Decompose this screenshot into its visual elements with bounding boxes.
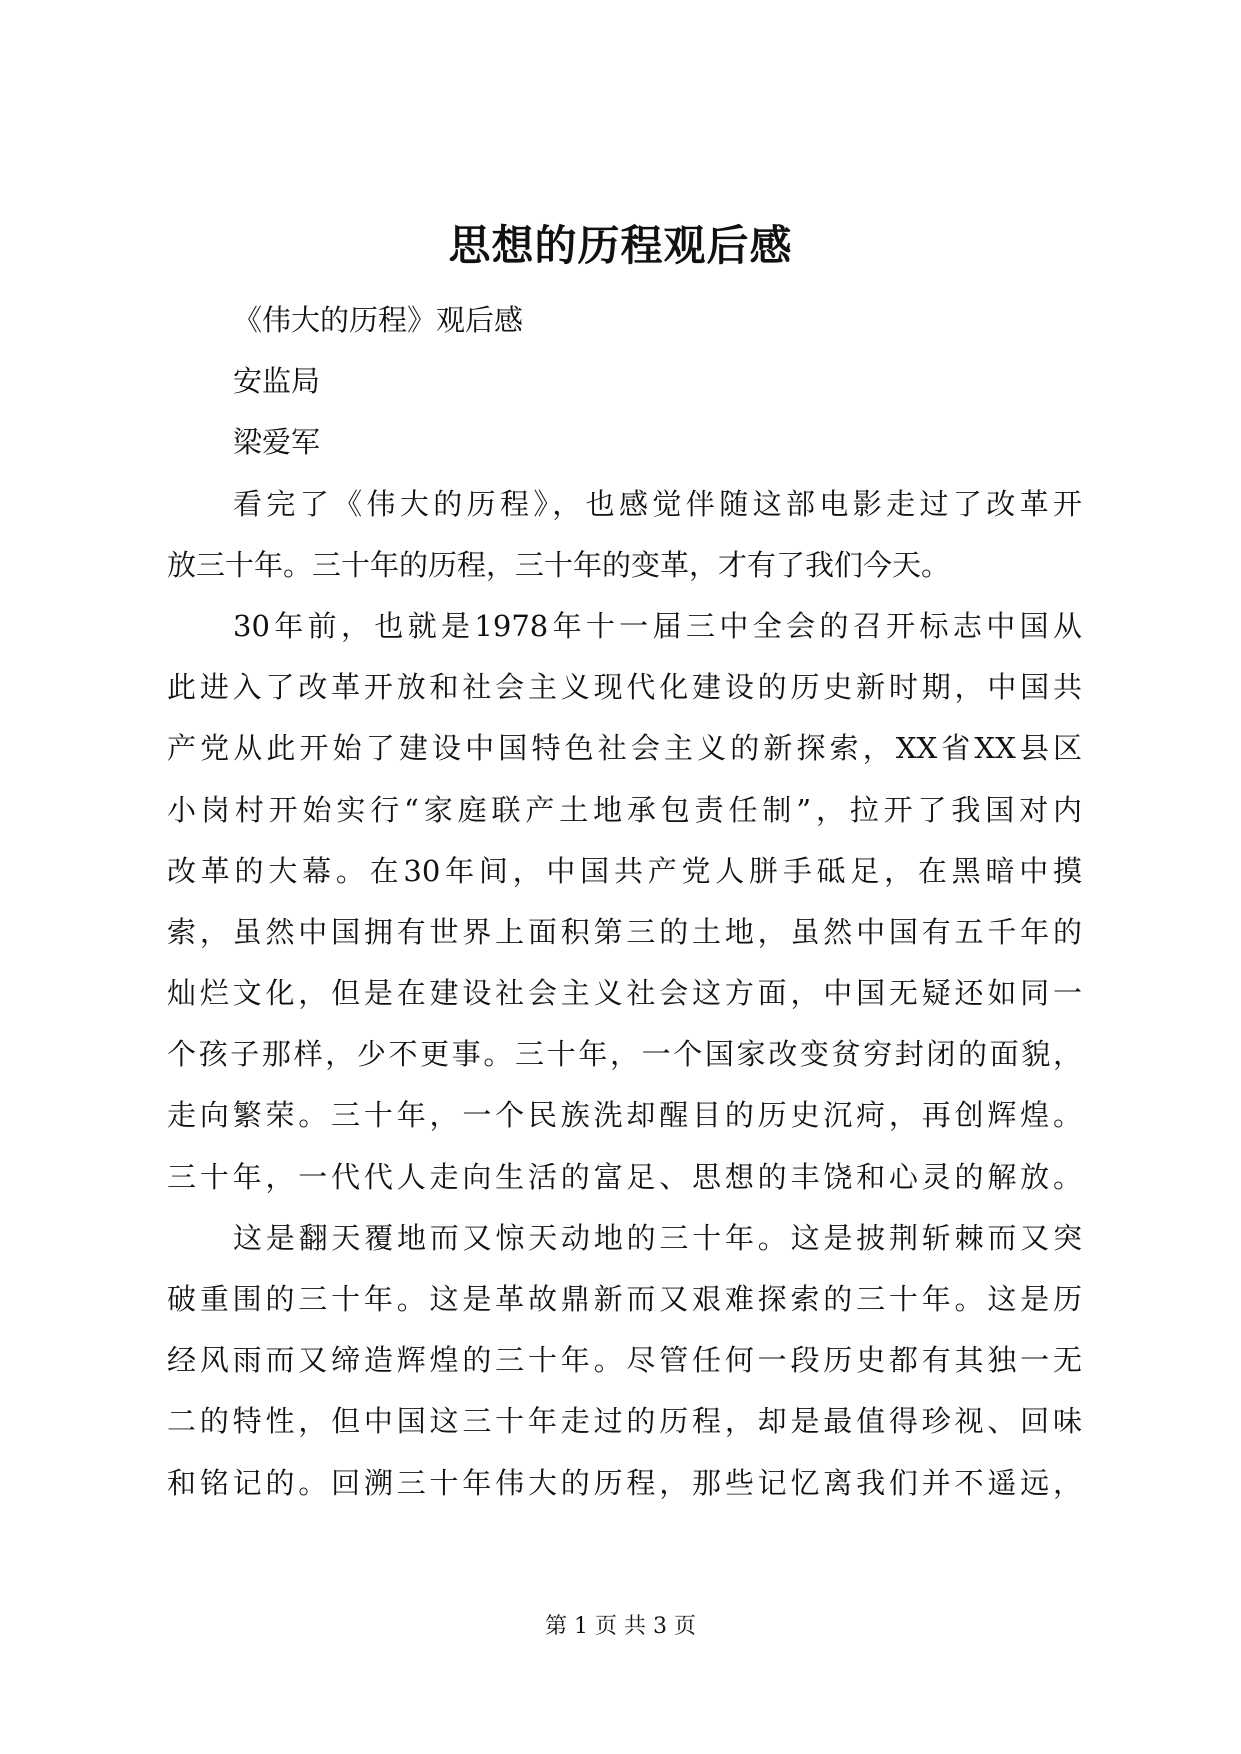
text-line: 和铭记的。回溯三十年伟大的历程，那些记忆离我们并不遥远， [167,1465,1082,1500]
text-line: 30年前，也就是1978年十一届三中全会的召开标志中国从 [233,608,1082,643]
text-line: 改革的大幕。在30年间，中国共产党人胼手砥足，在黑暗中摸 [167,853,1082,888]
document-body [167,290,1082,1514]
text-line: 放三十年。三十年的历程，三十年的变革，才有了我们今天。 [167,547,951,582]
text-line: 三十年，一代代人走向生活的富足、思想的丰饶和心灵的解放。 [167,1159,1082,1194]
text-line: 这是翻天覆地而又惊天动地的三十年。这是披荆斩棘而又突 [233,1220,1082,1255]
subtitle-line: 《伟大的历程》观后感 [233,303,524,337]
text-line: 此进入了改革开放和社会主义现代化建设的历史新时期，中国共 [167,670,1082,705]
document-title: 思想的历程观后感 [448,221,793,270]
department-line: 安监局 [233,364,321,399]
text-line: 二的特性，但中国这三十年走过的历程，却是最值得珍视、回味 [167,1404,1082,1439]
text-line: 破重围的三十年。这是革故鼎新而又艰难探索的三十年。这是历 [167,1282,1082,1316]
text-line: 个孩子那样，少不更事。三十年，一个国家改变贫穷封闭的面貌， [167,1037,1082,1072]
text-line: 索，虽然中国拥有世界上面积第三的土地，虽然中国有五千年的 [167,914,1082,949]
author-line: 梁爱军 [233,425,321,460]
text-line: 小岗村开始实行“家庭联产土地承包责任制”，拉开了我国对内 [167,792,1082,827]
text-line: 产党从此开始了建设中国特色社会主义的新探索，XX省XX县区 [167,731,1082,766]
page-number-footer: 第 1 页 共 3 页 [545,1614,696,1639]
text-line: 经风雨而又缔造辉煌的三十年。尽管任何一段历史都有其独一无 [167,1343,1082,1378]
text-line: 走向繁荣。三十年，一个民族洗却醒目的历史沉疴，再创辉煌。 [167,1098,1082,1133]
text-line: 灿烂文化，但是在建设社会主义社会这方面，中国无疑还如同一 [167,976,1082,1011]
text-line: 看完了《伟大的历程》，也感觉伴随这部电影走过了改革开 [233,486,1082,521]
